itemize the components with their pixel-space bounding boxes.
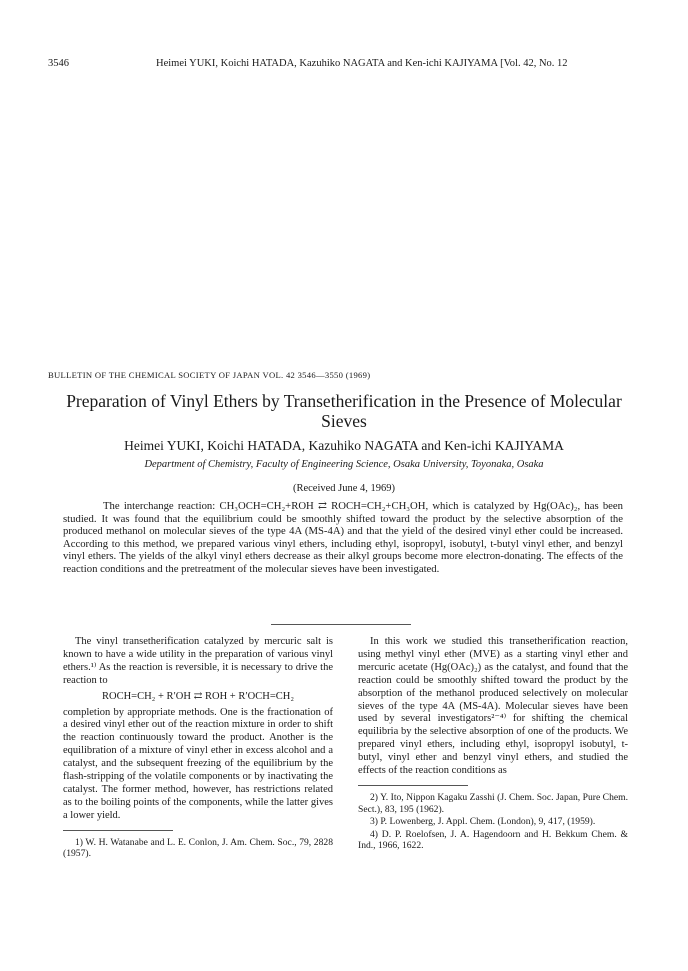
footnotes-right bbox=[358, 792, 628, 852]
paper-title: Preparation of Vinyl Ethers by Transetherification in the Presence of Molecular Sieves bbox=[66, 391, 622, 431]
footnote-rule bbox=[63, 830, 173, 831]
author-list: Heimei YUKI, Koichi HATADA, Kazuhiko NAGATA and Ken-ichi KAJIYAMA bbox=[124, 438, 564, 453]
footnote-3: 3) P. Lowenberg, J. Appl. Chem. (London), 9, 417, (1959). bbox=[370, 816, 596, 828]
footnote-1: 1) W. H. Watanabe and L. E. Conlon, J. Am. Chem. Soc., 79, 2828 (1957). bbox=[63, 836, 333, 860]
footnote-rule bbox=[358, 785, 468, 786]
running-head: Heimei YUKI, Koichi HATADA, Kazuhiko NAGATA and Ken-ichi KAJIYAMA [Vol. 42, No. 12 bbox=[156, 58, 568, 69]
equilibrium-equation: ROCH=CH₂ + R′OH ⇄ ROH + R′OCH=CH₂ bbox=[101, 690, 294, 702]
intro-paragraph-1: The vinyl transetherification catalyzed by mercuric salt is known to have a wide utility in the preparation of various vinyl ethers.¹⁾ As the reaction is reversible, it is necessary to drive the reaction to bbox=[63, 636, 333, 686]
intro-paragraph-2: completion by appropriate methods. One is the fractionation of a desired vinyl ether out of the reaction mixture in order to shift the reaction continuously toward the product. Another is the equilibration of a mixture of vinyl ether in excess alcohol and a catalyst, and the subsequent freezing of the equilibrium by the flash-stripping of the volatile components or by inactivating the catalyst. The former method, however, has restrictions related as to the boiling points of the components, while the latter gives a lower yield. bbox=[63, 706, 333, 821]
footnotes-left bbox=[63, 837, 333, 860]
journal-line: BULLETIN OF THE CHEMICAL SOCIETY OF JAPAN VOL. 42 3546—3550 (1969) bbox=[48, 370, 371, 380]
footnote-4: 4) D. P. Roelofsen, J. A. Hagendoorn and H. Bekkum Chem. & Ind., 1966, 1622. bbox=[358, 828, 628, 852]
left-column bbox=[63, 636, 333, 861]
footnote-2: 2) Y. Ito, Nippon Kagaku Zasshi (J. Chem. Soc. Japan, Pure Chem. Sect.), 83, 195 (1962). bbox=[358, 791, 628, 815]
page-number: 3546 bbox=[48, 58, 69, 69]
abstract bbox=[63, 500, 623, 576]
section-divider bbox=[271, 624, 411, 625]
right-column bbox=[358, 636, 628, 853]
body-paragraph: In this work we studied this transetherification reaction, using methyl vinyl ether (MVE) as a starting vinyl ether and mercuric acetate (Hg(OAc)₂) as the catalyst, and found that the reaction could be smoothly shifted toward the product by the absorption of the methanol produced selectively on molecular sieves of the type 4A (MS-4A). Molecular sieves have been used by several investigators²⁻⁴⁾ for shifting the chemical equilibria by the selective absorption of one of the products. We prepared vinyl ethers, including ethyl, isopropyl isobutyl, t-butyl, vinyl ether and benzyl vinyl ethers, and studied the effects of the reaction conditions as bbox=[358, 636, 628, 777]
affiliation: Department of Chemistry, Faculty of Engineering Science, Osaka University, Toyonaka, Osaka bbox=[144, 459, 544, 470]
received-date: (Received June 4, 1969) bbox=[292, 483, 396, 494]
abstract-text: The interchange reaction: CH₃OCH=CH₂+ROH ⇄ ROCH=CH₂+CH₃OH, which is catalyzed by Hg(OAc)₂, has been studied. It was found that the equilibrium could be smoothly shifted toward the product by the selective absorption of the produced methanol on molecular sieves of the type 4A (MS-4A) and that the yield of the desired vinyl ether could be increased. According to this method, we prepared various vinyl ethers, including ethyl, isopropyl, isobutyl, t-butyl vinyl ether, and benzyl vinyl ethers. The yields of the alkyl vinyl ethers decrease as their alkyl groups become more electron-donating. The effects of the reaction conditions and the pretreatment of the molecular sieves have been investigated. bbox=[63, 500, 623, 575]
